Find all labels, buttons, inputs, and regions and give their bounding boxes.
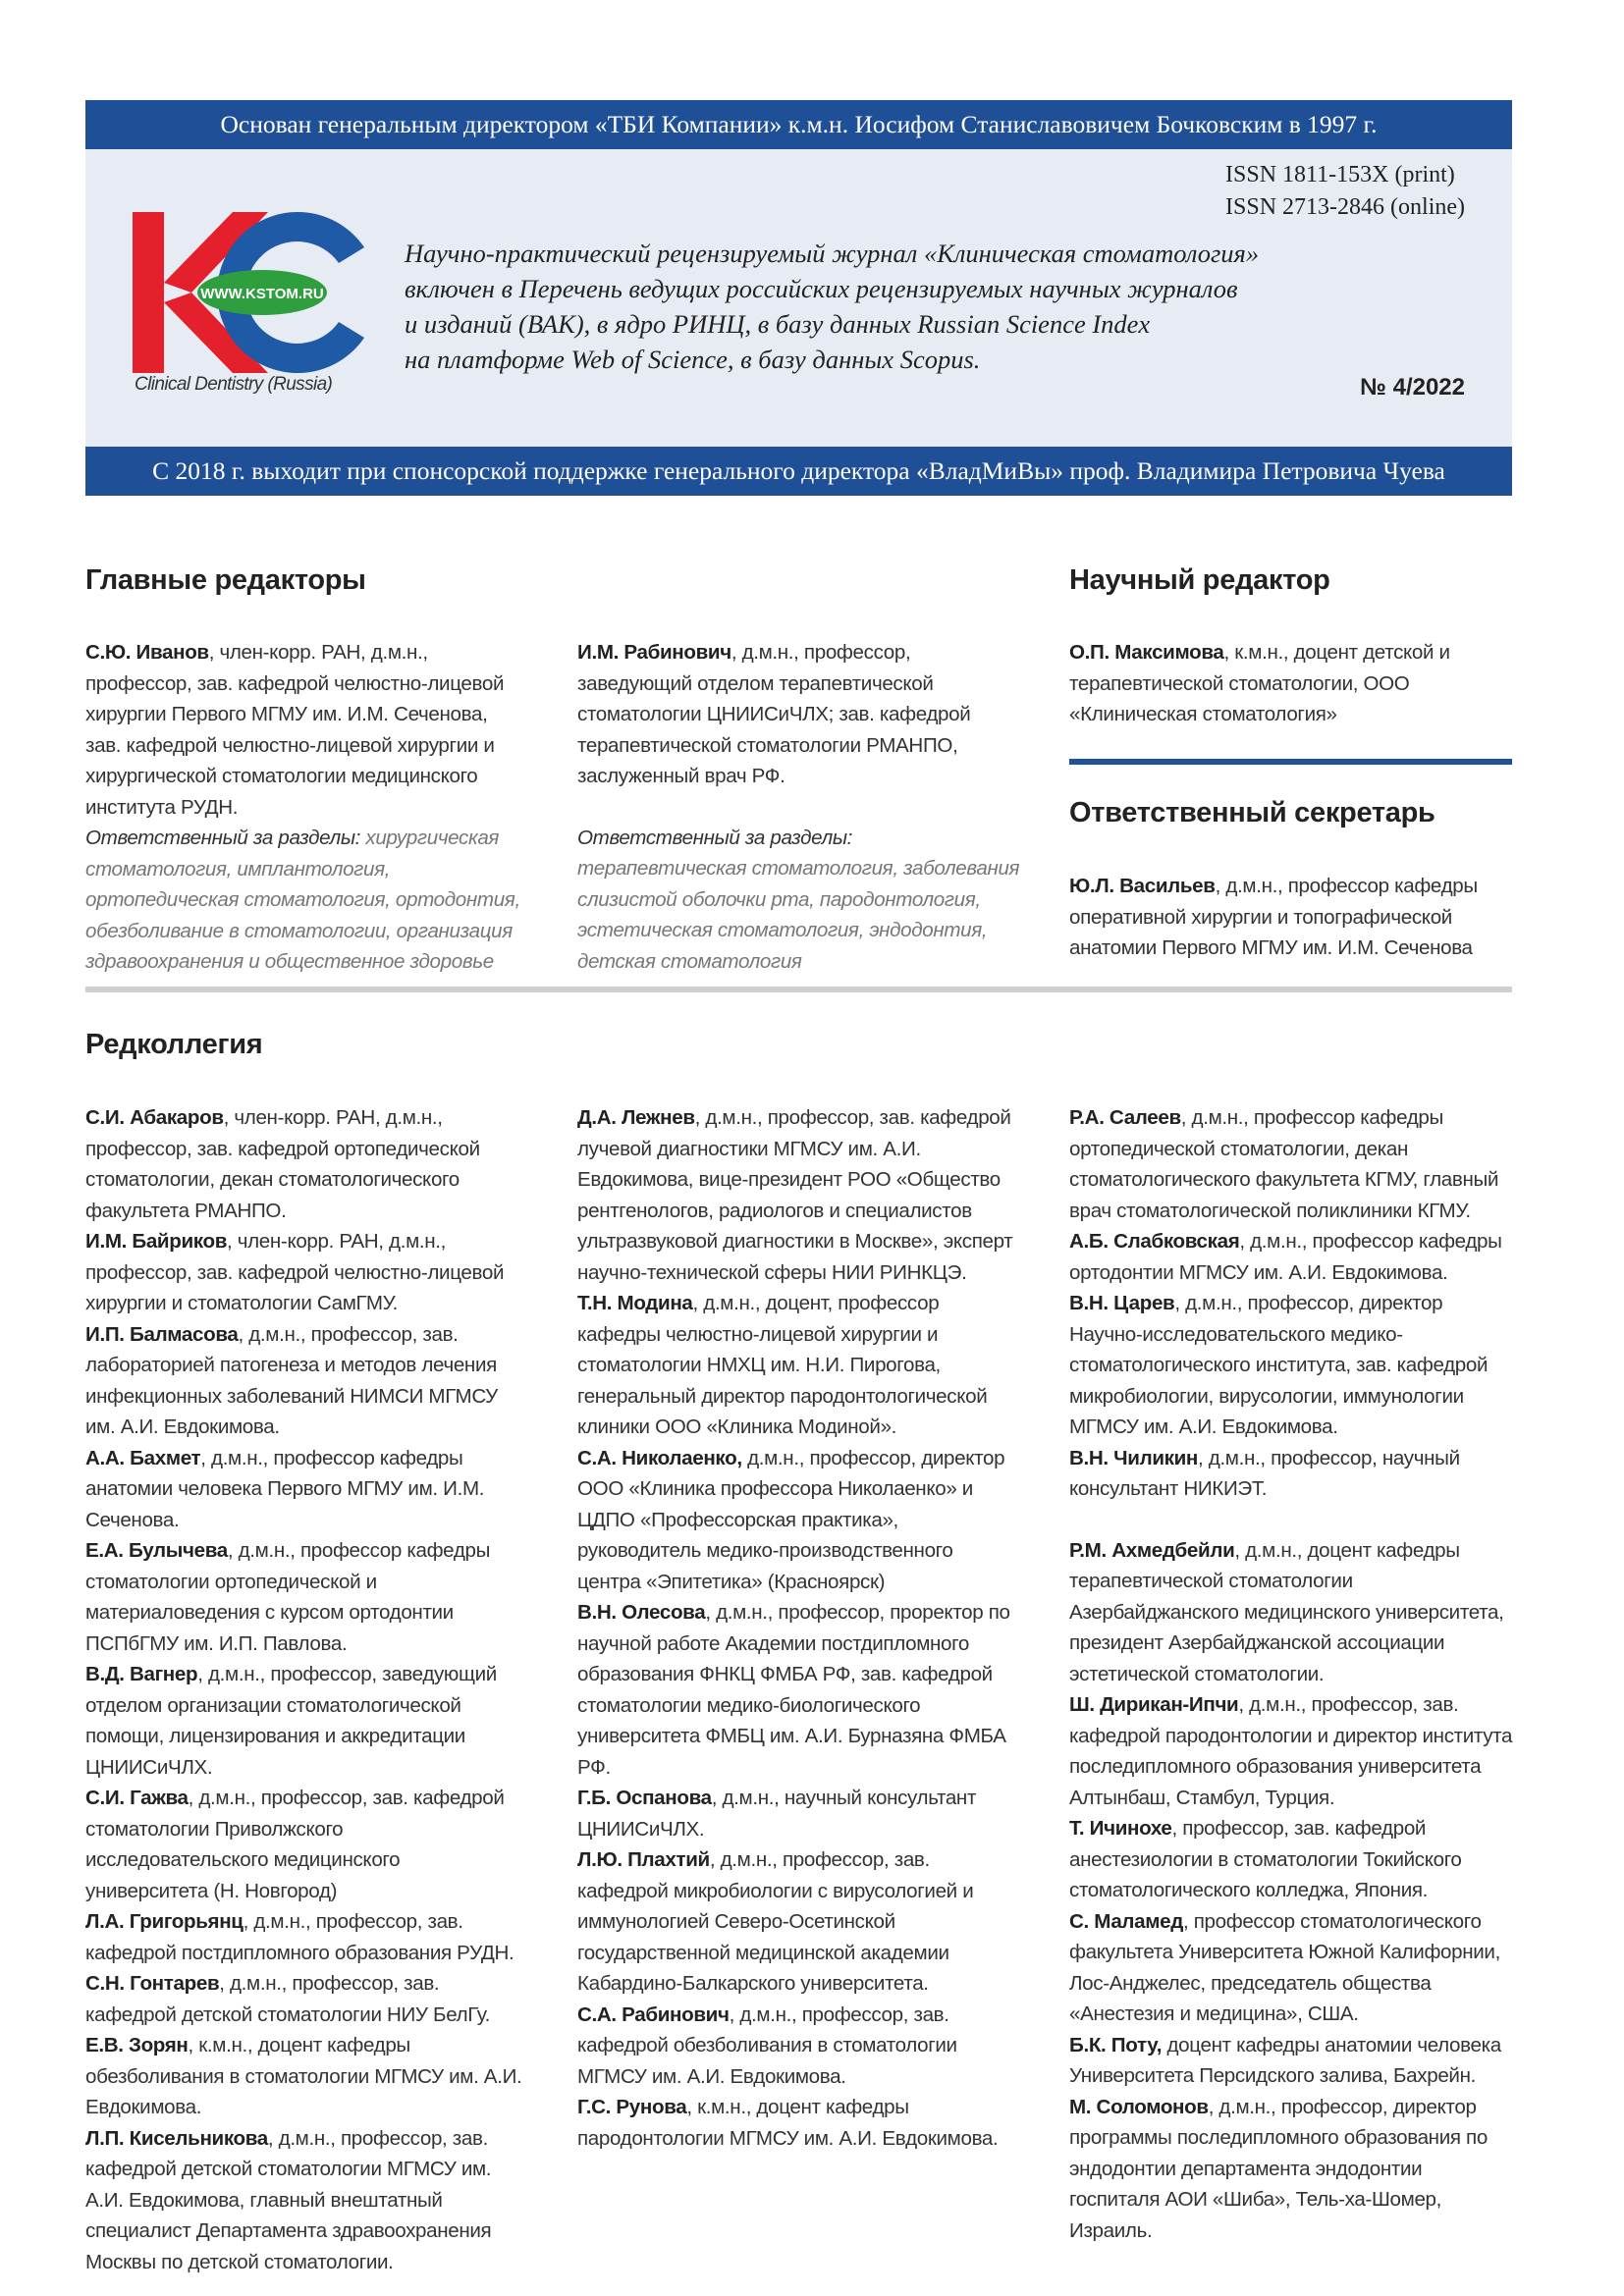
member-desc: д.м.н., профессор, директор ООО «Клиника профессора Николаенко» и ЦДПО «Профессорская практика», руководитель медико-производственного центра «Эпитетика» (Красноярск) (577, 1446, 1005, 1593)
member-name: М. Соломонов (1069, 2095, 1209, 2118)
board-member (85, 1102, 527, 1226)
intro-line: Научно-практический рецензируемый журнал «Клиническая стоматология» (405, 239, 1260, 268)
section-divider (85, 987, 1512, 992)
secretary-heading: Ответственный секретарь (1069, 797, 1435, 828)
member-desc: , д.м.н., профессор, зав. лабораторией патогенеза и методов лечения инфекционных заболеваний НИМСИ МГМСУ им. А.И. Евдокимова. (85, 1322, 498, 1438)
editor-entry (85, 637, 527, 823)
editor-name: О.П. Максимова (1069, 641, 1224, 664)
member-desc: , д.м.н., профессор кафедры ортопедической стоматологии, декан стоматологического факультета КГМУ, главный врач стоматологической поликлиники КГМУ. (1069, 1106, 1499, 1222)
responsibility (577, 823, 1021, 978)
member-name: С.А. Николаенко, (577, 1446, 742, 1469)
board-member (85, 1906, 527, 1968)
chief-editor-ivanov (85, 637, 527, 978)
member-name: Д.А. Лежнев (577, 1106, 695, 1129)
member-desc: , д.м.н., профессор, зав. кафедрой стоматологии Приволжского исследовательского медицинского университета (Н. Новгород) (85, 1787, 505, 1902)
board-member (577, 1288, 1021, 1443)
board-member (577, 1597, 1021, 1783)
member-desc: , д.м.н., профессор, зав. кафедрой детской стоматологии МГМСУ им. А.И. Евдокимова, главный внештатный специалист Департамента здравоохранения Москвы по детской стоматологии. (85, 2126, 492, 2273)
intro-line: и изданий (ВАК), в ядро РИНЦ, в базу данных Russian Science Index (405, 309, 1151, 339)
member-desc: , д.м.н., доцент кафедры терапевтической стоматологии Азербайджанского медицинского университета, президент Азербайджанской ассоциации эстетической стоматологии. (1069, 1538, 1504, 1685)
member-name: В.Н. Чиликин (1069, 1446, 1198, 1469)
member-name: Т. Ичинохе (1069, 1817, 1172, 1840)
member-name: С.А. Рабинович (577, 2002, 730, 2026)
board-member (85, 1443, 527, 1536)
member-desc: , к.м.н., доцент кафедры обезболивания в стоматологии МГМСУ им. А.И. Евдокимова. (85, 2034, 522, 2118)
board-heading: Редколлегия (85, 1029, 263, 1060)
issue-number: № 4/2022 (1360, 374, 1465, 400)
responsibility-label: Ответственный за разделы: (85, 827, 361, 849)
board-member (1069, 1535, 1513, 1690)
member-desc: , д.м.н., профессор кафедры ортодонтии МГМСУ им. А.И. Евдокимова. (1069, 1230, 1502, 1284)
intro-line: на платформе Web of Science, в базу данных Scopus. (405, 345, 981, 374)
board-member (1069, 1443, 1513, 1505)
member-name: Е.А. Булычева (85, 1539, 228, 1562)
responsibility (85, 823, 527, 978)
member-desc: , д.м.н., профессор, заведующий отделом организации стоматологической помощи, лицензирования и аккредитации ЦНИИСиЧЛХ. (85, 1663, 497, 1779)
member-desc: , д.м.н., профессор, директор Научно-исследовательского медико-стоматологического института, зав. кафедрой микробиологии, вирусологии, иммунологии МГМСУ им. А.И. Евдокимова. (1069, 1292, 1489, 1438)
member-desc: , д.м.н., профессор кафедры стоматологии ортопедической и материаловедения с курсом ортодонтии ПСПбГМУ им. И.П. Павлова. (85, 1539, 491, 1655)
member-name: Ш. Дирикан-Ипчи (1069, 1693, 1239, 1716)
top-band: Основан генеральным директором «ТБИ Компании» к.м.н. Иосифом Станиславовичем Бочковским в 1997 г. (85, 100, 1512, 149)
member-name: С.И. Абакаров (85, 1106, 224, 1129)
member-name: И.П. Балмасова (85, 1322, 239, 1346)
member-desc: , д.м.н., профессор, зав. кафедрой постдипломного образования РУДН. (85, 1910, 514, 1964)
member-name: Е.В. Зорян (85, 2034, 189, 2056)
member-name: И.М. Байриков (85, 1230, 228, 1253)
editor-name: Ю.Л. Васильев (1069, 875, 1216, 897)
board-member (85, 1783, 527, 1906)
member-name: Л.А. Григорьянц (85, 1910, 244, 1933)
board-member (577, 1844, 1021, 2000)
member-desc: , д.м.н., профессор, директор программы последипломного образования по эндодонтии департамента эндодонтии госпиталя АОИ «Шиба», Тель-ха-Шомер, Израиль. (1069, 2095, 1488, 2242)
science-editor (1069, 637, 1513, 730)
board-member (1069, 1288, 1513, 1443)
board-member (85, 1968, 527, 2030)
intro-line: включен в Перечень ведущих российских рецензируемых научных журналов (405, 274, 1238, 303)
member-name: Л.Ю. Плахтий (577, 1848, 710, 1871)
board-member (85, 1319, 527, 1443)
board-member (1069, 1906, 1513, 2030)
chief-editor-rabinovich (577, 637, 1021, 977)
issn-print: ISSN 1811-153X (print) (1225, 162, 1455, 187)
responsibility-value: терапевтическая стоматология, заболевания слизистой оболочки рта, пародонтология, эстетическая стоматология, эндодонтия, детская стоматология (577, 857, 1020, 973)
member-name: Б.К. Поту, (1069, 2033, 1163, 2056)
member-desc: , д.м.н., доцент, профессор кафедры челюстно-лицевой хирургии и стоматологии НМХЦ им. Н.И. Пирогова, генеральный директор пародонтологической клиники ООО «Клиника Модиной». (577, 1292, 988, 1438)
editor-entry (577, 637, 1021, 792)
member-name: В.Н. Царев (1069, 1292, 1175, 1314)
member-name: С.И. Гажва (85, 1787, 189, 1809)
board-member (85, 1535, 527, 1659)
member-name: А.А. Бахмет (85, 1446, 201, 1469)
board-member (577, 1783, 1021, 1844)
member-desc: , к.м.н., доцент кафедры пародонтологии МГМСУ им. А.И. Евдокимова. (577, 2096, 999, 2150)
editor-name: И.М. Рабинович (577, 641, 731, 664)
member-desc: , д.м.н., профессор, научный консультант НИКИЭТ. (1069, 1446, 1460, 1500)
board-member (577, 1102, 1021, 1288)
issn-block (1225, 159, 1465, 224)
board-column-1 (85, 1102, 527, 2277)
member-name: Г.С. Рунова (577, 2096, 687, 2118)
member-name: С. Маламед (1069, 1909, 1183, 1933)
journal-description (405, 236, 1396, 377)
member-name: С.Н. Гонтарев (85, 1972, 220, 1995)
board-column-3 (1069, 1102, 1513, 2246)
logo-k-stem (133, 212, 164, 373)
member-desc: , д.м.н., профессор, проректор по научной работе Академии постдипломного образования ФНКЦ ФМБА РФ, зав. кафедрой стоматологии медико-биологического университета ФМБЦ им. А.И. Бурназяна ФМБА РФ. (577, 1601, 1010, 1779)
responsibility-label: Ответственный за разделы: (577, 826, 853, 849)
member-desc: , д.м.н., профессор, зав. кафедрой обезболивания в стоматологии МГМСУ им. А.И. Евдокимова. (577, 2002, 957, 2088)
member-desc: , профессор, зав. кафедрой анестезиологии в стоматологии Токийского стоматологического колледжа, Япония. (1069, 1817, 1462, 1901)
member-desc: , профессор стоматологического факультета Университета Южной Калифорнии, Лос-Анджелес, председатель общества «Анестезия и медицина», США. (1069, 1909, 1500, 2025)
board-member (85, 1659, 527, 1783)
member-desc: , д.м.н., профессор кафедры анатомии человека Первого МГМУ им. И.М. Сеченова. (85, 1446, 485, 1531)
secretary (1069, 871, 1513, 964)
chief-editors-heading: Главные редакторы (85, 564, 366, 596)
board-member (1069, 1226, 1513, 1288)
board-member (85, 2123, 527, 2278)
editor-desc: , д.м.н., профессор кафедры оперативной хирургии и топографической анатомии Первого МГМУ им. И.М. Сеченова (1069, 875, 1478, 959)
member-desc: , д.м.н., научный консультант ЦНИИСиЧЛХ. (577, 1787, 977, 1841)
member-desc: доцент кафедры анатомии человека Университета Персидского залива, Бахрейн. (1069, 2033, 1501, 2087)
responsibility-value: хирургическая стоматология, имплантология, ортопедическая стоматология, ортодонтия, обезболивание в стоматологии, организация здравоохранения и общественное здоровье (85, 827, 520, 973)
editor-name: С.Ю. Иванов (85, 641, 209, 664)
editor-desc: , к.м.н., доцент детской и терапевтической стоматологии, ООО «Клиническая стоматология» (1069, 641, 1450, 725)
member-desc: , д.м.н., профессор, зав. кафедрой лучевой диагностики МГМСУ им. А.И. Евдокимова, вице-президент РОО «Общество рентгенологов, радиологов и специалистов ультразвуковой диагностики в Москве», эксперт научно-технической сферы НИИ РИНКЦЭ. (577, 1106, 1013, 1284)
member-desc: , член-корр. РАН, д.м.н., профессор, зав. кафедрой челюстно-лицевой хирургии и стоматологии СамГМУ. (85, 1230, 505, 1314)
member-desc: , д.м.н., профессор, зав. кафедрой пародонтологии и директор института последипломного образования университета Алтынбаш, Стамбул, Турция. (1069, 1693, 1513, 1809)
board-member (85, 1226, 527, 1319)
board-member (577, 2000, 1021, 2093)
board-member (1069, 1689, 1513, 1813)
member-desc: , д.м.н., профессор, зав. кафедрой микробиологии с вирусологией и иммунологией Северо-Осетинской государственной медицинской академии Кабардино-Балкарского университета. (577, 1848, 974, 1995)
editor-desc: , д.м.н., профессор, заведующий отделом терапевтической стоматологии ЦНИИСиЧЛХ; зав. кафедрой терапевтической стоматологии РМАНПО, заслуженный врач РФ. (577, 641, 971, 787)
editor-entry (1069, 637, 1513, 730)
member-name: Л.П. Кисельникова (85, 2126, 268, 2150)
member-desc: , д.м.н., профессор, зав. кафедрой детской стоматологии НИУ БелГу. (85, 1972, 490, 2026)
logo-caption: Clinical Dentistry (Russia) (135, 374, 333, 395)
board-member (1069, 1102, 1513, 1226)
logo-url-text: WWW.KSTOM.RU (200, 286, 324, 302)
board-member (1069, 1813, 1513, 1906)
board-member (1069, 2092, 1513, 2247)
science-editor-heading: Научный редактор (1069, 564, 1330, 596)
member-name: Р.М. Ахмедбейли (1069, 1538, 1235, 1562)
member-desc: , член-корр. РАН, д.м.н., профессор, зав. кафедрой ортопедической стоматологии, декан стоматологического факультета РМАНПО. (85, 1106, 480, 1222)
board-member (1069, 2030, 1513, 2092)
editor-entry (1069, 871, 1513, 964)
member-name: В.Н. Олесова (577, 1601, 706, 1624)
journal-header (85, 149, 1512, 447)
member-name: Т.Н. Модина (577, 1292, 693, 1314)
board-member (577, 1443, 1021, 1598)
section-divider (1069, 759, 1512, 765)
member-name: А.Б. Слабковская (1069, 1230, 1240, 1253)
issn-online: ISSN 2713-2846 (online) (1225, 194, 1465, 220)
editor-desc: , член-корр. РАН, д.м.н., профессор, зав. кафедрой челюстно-лицевой хирургии Первого МГМУ им. И.М. Сеченова, зав. кафедрой челюстно-лицевой хирургии и хирургической стоматологии медицинского института РУДН. (85, 641, 505, 819)
member-name: В.Д. Вагнер (85, 1663, 198, 1685)
member-name: Г.Б. Оспанова (577, 1787, 712, 1809)
sponsor-band: С 2018 г. выходит при спонсорской поддержке генерального директора «ВладМиВы» проф. Владимира Петровича Чуева (85, 447, 1512, 496)
member-name: Р.А. Салеев (1069, 1106, 1181, 1129)
journal-logo (133, 212, 368, 373)
board-column-2 (577, 1102, 1021, 2154)
board-member (577, 2092, 1021, 2154)
board-member (85, 2030, 527, 2123)
